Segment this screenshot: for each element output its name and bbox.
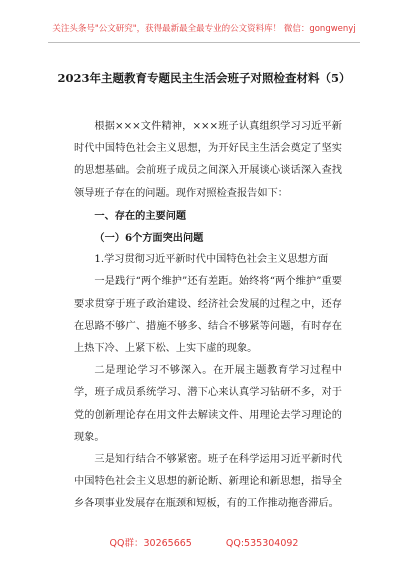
section-heading: 一、存在的主要问题	[94, 209, 187, 222]
intro-paragraph: 根据×××文件精神，×××班子认真组织学习习近平新时代中国特色社会主义思想，为开好民主生活会奠定了坚实的思想基础。会前班子成员之间深入开展谈心谈话深入查找领导班子存在的问题。现作对照检查报告如下：	[74, 121, 342, 199]
document-title: 2023年主题教育专题民主生活会班子对照检查材料（5）	[57, 71, 351, 85]
item-heading: 1.学习贯彻习近平新时代中国特色社会主义思想方面	[94, 254, 329, 266]
document-body	[74, 116, 342, 516]
paragraph-2: 二是理论学习不够深入。在开展主题教育学习过程中学，班子成员系统学习、潜下心来认真学习钻研不多，对于党的创新理论存在用文件去解读文件、用理论去学习理论的现象。	[74, 365, 342, 443]
paragraph-3: 三是知行结合不够紧密。班子在科学运用习近平新时代中国特色社会主义思想的新论断、新理论和新思想，指导全乡各项事业发展存在瓶颈和短板，有的工作推动拖沓滞后。	[74, 454, 342, 510]
footer-qq-number: QQ:535304092	[225, 538, 299, 549]
subsection-heading: （一）6个方面突出问题	[94, 232, 204, 245]
footer	[0, 535, 408, 549]
footer-qq-group: QQ群：30265665	[109, 538, 192, 549]
header-promo: 关注头条号"公文研究"，获得最新最全最专业的公文资料库！ 微信：gongwenyj	[52, 24, 356, 34]
header-divider	[48, 42, 360, 43]
paragraph-1: 一是践行“两个维护”还有差距。始终将“两个维护”重要要求贯穿于班子政治建设、经济社会发展的过程之中，还存在思路不够广、措施不够多、结合不够紧等问题，有时存在上热下冷、上紧下松、上实下虚的现象。	[74, 276, 342, 355]
